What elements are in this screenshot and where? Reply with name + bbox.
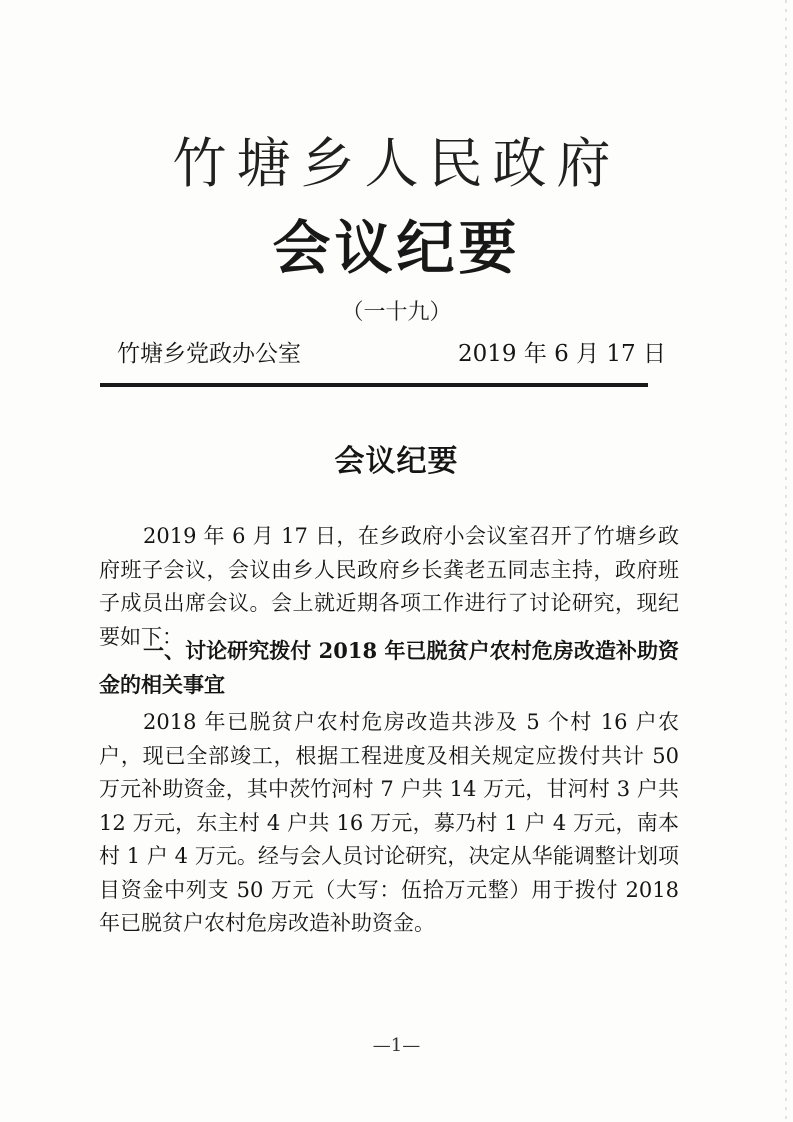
issue-date: 2019 年 6 月 17 日 xyxy=(458,341,666,367)
issue-number: （一十九） xyxy=(341,300,452,325)
header-divider xyxy=(100,383,648,387)
section-heading-1: 一、讨论研究拨付 2018 年已脱贫户农村危房改造补助资金的相关事宜 xyxy=(99,638,679,697)
document-type: 会议纪要 xyxy=(272,214,521,282)
section-paragraph-1: 2018 年已脱贫户农村危房改造共涉及 5 个村 16 户农户，现已全部竣工，根据工程进度及相关规定应拨付共计 50 万元补助资金，其中茨竹河村 7 户共 14 万元，甘河村 3 户共 12 万元，东主村 4 户共 16 万元，募乃村 1 户 4 万元，南本村 1 户 4 万元。经与会人员讨论研究，决定从华能调整计划项目资金中列支 50 万元（大写：伍拾万元整）用于拨付 2018 年已脱贫户农村危房改造补助资金。 xyxy=(99,710,679,935)
org-title: 竹塘乡人民政府 xyxy=(172,132,621,195)
intro-text: 2019 年 6 月 17 日，在乡政府小会议室召开了竹塘乡政府班子会议，会议由乡人民政府乡长龚老五同志主持，政府班子成员出席会议。会上就近期各项工作进行了讨论研究，现纪要如下： xyxy=(99,524,679,649)
page-number: —1— xyxy=(372,1035,421,1056)
issuing-office: 竹塘乡党政办公室 xyxy=(117,341,301,367)
section-title: 会议纪要 xyxy=(334,444,459,479)
scan-edge-artifact xyxy=(785,0,787,1122)
